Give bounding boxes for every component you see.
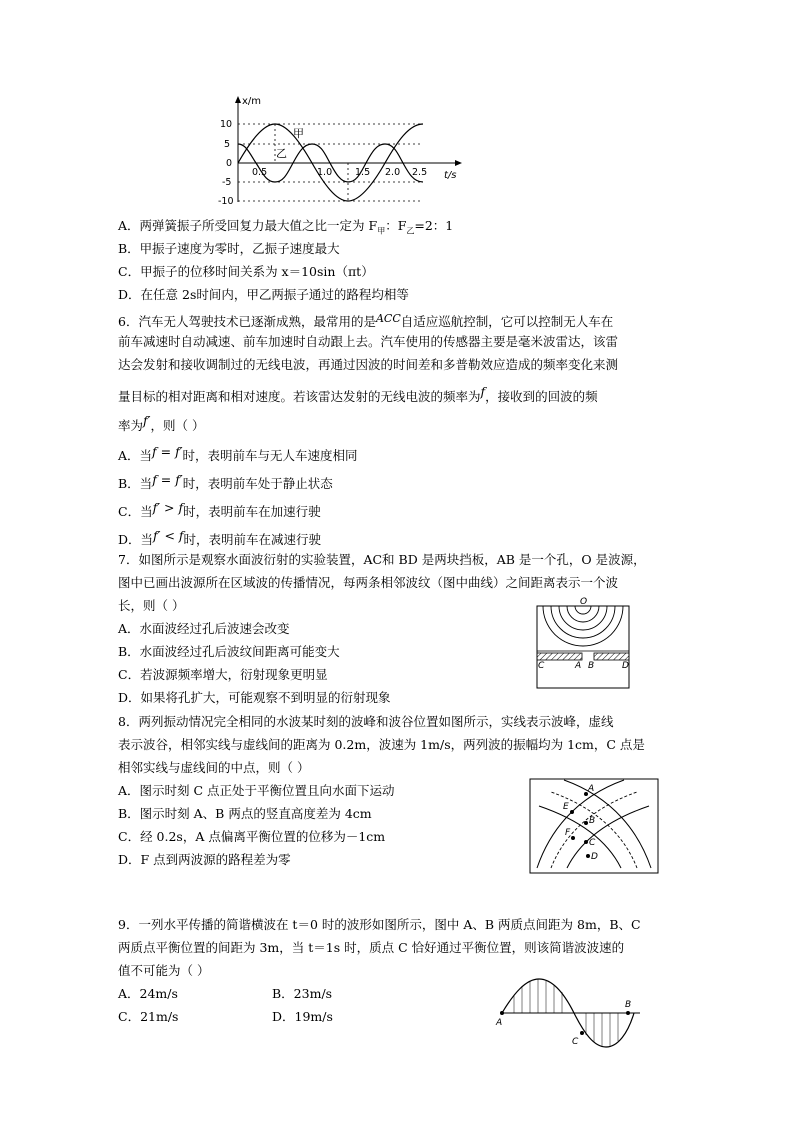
label-e: E (563, 802, 569, 812)
q8-option-d: D．F 点到两波源的路程差为零 (118, 852, 291, 867)
q6-acc: ACC (375, 312, 401, 325)
q6-f: f (480, 384, 486, 399)
q6-a-math: f = f′ (152, 444, 183, 459)
q6-l4-end: ，接收到的回波的频 (485, 389, 598, 404)
q5-option-a-text: A．两弹簧振子所受回复力最大值之比一定为 F (118, 218, 378, 233)
q5-sub-jia: 甲 (377, 226, 386, 236)
q8-line-1: 8．两列振动情况完全相同的水波某时刻的波峰和波谷位置如图所示，实线表示波峰，虚线 (118, 714, 614, 729)
q6-option-b (118, 470, 333, 494)
q6-d-end: 时，表明前车在减速行驶 (183, 532, 322, 547)
label-a: A (575, 661, 582, 671)
q6-l1-end: 自适应巡航控制，它可以控制无人车在 (400, 314, 614, 329)
q7-option-a: A．水面波经过孔后波速会改变 (118, 621, 290, 636)
q7-diffraction-figure (530, 596, 636, 692)
q5-oscillation-graph (218, 92, 468, 208)
q6-b-end: 时，表明前车处于静止状态 (182, 476, 333, 491)
label-c: C (572, 1037, 579, 1047)
q5-option-b: B．甲振子速度为零时，乙振子速度最大 (118, 241, 340, 256)
label-a: A (496, 1018, 503, 1028)
yi-label: 乙 (276, 147, 287, 160)
x-axis-label: t/s (444, 170, 457, 181)
q6-line-4 (118, 382, 598, 407)
x-tick: 2.0 (385, 167, 401, 178)
q7-option-c: C．若波源频率增大，衍射现象更明显 (118, 667, 328, 682)
q7-line-1: 7．如图所示是观察水面波衍射的实验装置，AC和 BD 是两块挡板，AB 是一个孔，O 是波源， (118, 552, 646, 567)
q9-option-c: C．21m/s (118, 1009, 179, 1024)
label-d: D (622, 661, 629, 671)
label-b: B (588, 661, 595, 671)
q5-sub-yi: 乙 (406, 226, 415, 236)
x-tick: 1.0 (317, 167, 333, 178)
q6-l4-text: 量目标的相对距离和相对速度。若该雷达发射的无线电波的频率为 (118, 389, 481, 404)
q6-c-end: 时，表明前车在加速行驶 (183, 504, 321, 519)
q6-b-math: f = f′ (152, 472, 183, 487)
q6-l1-text: 6．汽车无人驾驶技术已逐渐成熟，最常用的是 (118, 314, 376, 329)
q5-option-a-end: =2：1 (414, 218, 454, 233)
q6-option-a (118, 442, 358, 466)
y-tick: 0 (226, 158, 233, 169)
q6-option-d (118, 526, 321, 550)
x-tick: 0.5 (252, 167, 268, 178)
q9-line-1: 9．一列水平传播的简谐横波在 t＝0 时的波形如图所示，图中 A、B 两质点间距为 8m，B、C (118, 917, 641, 932)
label-a: A (588, 784, 595, 794)
q5-option-d: D．在任意 2s时间内，甲乙两振子通过的路程均相等 (118, 287, 409, 302)
q6-line-2: 前车减速时自动减速、前车加速时自动跟上去。汽车使用的传感器主要是毫米波雷达，该雷 (118, 334, 619, 349)
q6-a-pre: A．当 (118, 448, 153, 463)
label-f: F (565, 828, 571, 838)
q6-d-pre: D．当 (118, 532, 154, 547)
x-tick: 1.5 (355, 167, 371, 178)
label-c: C (589, 838, 596, 848)
q8-line-3: 相邻实线与虚线间的中点，则（ ） (118, 760, 310, 775)
q6-c-pre: C．当 (118, 504, 153, 519)
q6-line-1 (118, 309, 613, 332)
q6-line-3: 达会发射和接收调制过的无线电波，再通过因波的时间差和多普勒效应造成的频率变化来测 (118, 357, 619, 372)
q8-option-a: A．图示时刻 C 点正处于平衡位置且向水面下运动 (118, 783, 395, 798)
q7-option-b: B．水面波经过孔后波纹间距离可能变大 (118, 644, 340, 659)
q6-option-c (118, 498, 321, 522)
label-c: C (538, 661, 545, 671)
q6-b-pre: B．当 (118, 476, 153, 491)
q9-line-2: 两质点平衡位置的间距为 3m，当 t＝1s 时，质点 C 恰好通过平衡位置，则该简谐波波速的 (118, 940, 625, 955)
q6-a-end: 时，表明前车与无人车速度相同 (182, 448, 358, 463)
q8-option-b: B．图示时刻 A、B 两点的竖直高度差为 4cm (118, 806, 372, 821)
y-tick: -5 (222, 177, 232, 188)
label-b: B (625, 1000, 632, 1010)
q6-c-math: f′ > f (152, 500, 184, 515)
q6-fprime: f′ (143, 413, 151, 428)
q8-line-2: 表示波谷，相邻实线与虚线间的距离为 0.2m，波速为 1m/s，两列波的振幅均为 1cm，C 点是 (118, 737, 645, 752)
q7-line-2: 图中已画出波源所在区域波的传播情况，每两条相邻波纹（图中曲线）之间距离表示一个波 (118, 575, 619, 590)
y-tick: 10 (220, 119, 233, 130)
q6-line-5 (118, 411, 204, 436)
q7-line-3: 长，则（ ） (118, 598, 185, 613)
q5-option-a-mid: ：F (385, 218, 407, 233)
y-tick: 5 (224, 139, 231, 150)
q9-option-b: B．23m/s (272, 986, 333, 1001)
label-o: O (580, 597, 588, 607)
q6-l5-text: 率为 (118, 418, 144, 433)
jia-label: 甲 (293, 127, 304, 140)
q7-option-d: D．如果将孔扩大，可能观察不到明显的衍射现象 (118, 690, 391, 705)
q5-option-a (118, 216, 453, 242)
label-b: B (589, 816, 596, 826)
label-d: D (591, 852, 598, 862)
q9-line-3: 值不可能为（ ） (118, 963, 210, 978)
q9-option-a: A．24m/s (118, 986, 178, 1001)
q5-option-c: C．甲振子的位移时间关系为 x＝10sin（πt） (118, 264, 374, 279)
q9-option-d: D．19m/s (272, 1009, 333, 1024)
y-axis-label: x/m (242, 96, 262, 107)
q8-option-c: C．经 0.2s，A 点偏离平衡位置的位移为－1cm (118, 829, 386, 844)
q8-interference-figure (529, 778, 659, 874)
q9-wave-figure (494, 975, 644, 1053)
y-tick: -10 (218, 196, 234, 207)
x-tick: 2.5 (412, 167, 428, 178)
q6-l5-end: ，则（ ） (150, 418, 205, 433)
q6-d-math: f′ < f (153, 528, 184, 543)
